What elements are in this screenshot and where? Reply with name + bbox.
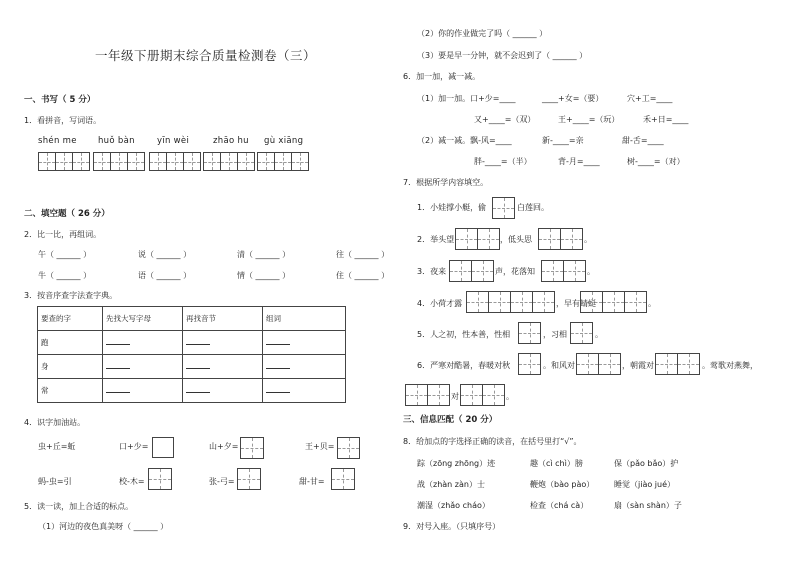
question-6: 6．加一加，减一减。 [403,72,481,81]
table-cell-blank[interactable] [263,355,346,379]
char-formula-7: 张-弓= [209,477,235,486]
pronunciation-item[interactable]: 扇（sàn shàn）子 [614,501,682,510]
poem-line-2b: ，低头思 [500,235,532,244]
poem-grid[interactable] [405,384,450,406]
table-cell-char: 跑 [38,331,103,355]
char-formula-3: 山+夕= [209,442,239,451]
poem-line-4a: 4．小荷才露 [417,299,463,308]
pinyin-3: yīn wèi [157,136,190,146]
question-8: 8．给加点的字选择正确的读音，在括号里打“√”。 [403,437,582,446]
compare-word-7[interactable]: 情（ ______ ） [237,271,291,280]
answer-box[interactable] [237,468,261,490]
table-cell-blank[interactable] [183,331,263,355]
compare-word-1[interactable]: 午（ ______ ） [38,250,92,259]
add-3[interactable]: 穴+工=____ [627,94,673,103]
compare-word-4[interactable]: 往（ ______ ） [336,250,390,259]
table-cell-blank[interactable] [103,379,183,403]
compare-word-6[interactable]: 语（ ______ ） [138,271,192,280]
poem-line-5c: 。 [595,330,603,339]
poem-line-5a: 5．人之初，性本善，性相 [417,330,511,339]
poem-line-6c: ，朝霞对 [622,361,654,370]
poem-line-3b: 声，花落知 [495,267,535,276]
pronunciation-item[interactable]: 潮湿（zhǎo cháo） [417,501,490,510]
table-header: 要查的字 [38,307,103,331]
poem-grid[interactable] [455,228,500,250]
table-header: 组词 [263,307,346,331]
subtract-5[interactable]: 背-月=____ [558,157,600,166]
poem-grid[interactable] [449,260,494,282]
table-cell-blank[interactable] [263,331,346,355]
add-1[interactable]: （1）加一加。口+少=____ [417,94,516,103]
writing-grid-2[interactable] [93,152,145,171]
question-9: 9．对号入座。（只填序号） [403,522,501,531]
question-4: 4．识字加油站。 [24,418,86,427]
subtract-3[interactable]: 甜-舌=____ [622,136,664,145]
pronunciation-item[interactable]: 睡觉（jiào jué） [614,480,675,489]
table-cell-blank[interactable] [103,331,183,355]
char-formula-1: 虫+丘=蚯 [38,442,76,451]
poem-line-4c: 。 [648,299,656,308]
answer-box[interactable] [331,468,355,490]
pronunciation-item[interactable]: 鞭炮（bào pào） [530,480,595,489]
answer-box[interactable] [148,468,172,490]
pronunciation-item[interactable]: 战（zhàn zàn）士 [417,480,485,489]
pinyin-4: zhāo hu [213,136,249,146]
add-5[interactable]: 王+____=（玩） [558,115,620,124]
subtract-4[interactable]: 胖-____=（半） [474,157,532,166]
table-cell-char: 常 [38,379,103,403]
compare-word-5[interactable]: 牛（ ______ ） [38,271,92,280]
table-header-row [38,307,346,331]
punctuation-3[interactable]: （3）要是早一分钟，就不会迟到了（ ______ ） [417,51,588,60]
poem-line-6a: 6．严寒对酷暑，春暖对秋 [417,361,511,370]
poem-line-2c: 。 [584,235,592,244]
question-7: 7．根据所学内容填空。 [403,178,489,187]
answer-box[interactable] [152,437,174,458]
poem-line-3a: 3．夜来 [417,267,447,276]
poem-line-4b: ，早有蜻蜓 [556,299,596,308]
poem-line-6f: 。 [506,392,514,401]
poem-line-2a: 2．举头望 [417,235,455,244]
table-header: 先找大写字母 [103,307,183,331]
poem-grid[interactable] [518,353,541,375]
poem-grid[interactable] [492,197,515,219]
poem-grid[interactable] [541,260,586,282]
subtract-2[interactable]: 新-____=亲 [542,136,584,145]
table-cell-blank[interactable] [103,355,183,379]
poem-line-6e: 对 [451,392,459,401]
table-cell-blank[interactable] [183,355,263,379]
answer-box[interactable] [337,437,360,459]
table-row [38,355,346,379]
poem-grid[interactable] [460,384,505,406]
section-1-title: 一、书写（ 5 分） [24,95,96,105]
writing-grid-1[interactable] [38,152,90,171]
compare-word-3[interactable]: 清（ ______ ） [237,250,291,259]
question-2: 2．比一比，再组词。 [24,230,102,239]
question-5: 5．读一读，加上合适的标点。 [24,502,134,511]
pronunciation-item[interactable]: 踪（zōng zhōng）迹 [417,459,496,468]
char-formula-5: 蚂-虫=引 [38,477,72,486]
poem-grid[interactable] [576,353,621,375]
poem-line-6d: 。莺歌对燕舞， [702,361,758,370]
pinyin-1: shén me [38,136,77,146]
dictionary-table [37,306,346,403]
pronunciation-item[interactable]: 趣（cì chì）膀 [530,459,583,468]
poem-line-3c: 。 [587,267,595,276]
table-cell-blank[interactable] [183,379,263,403]
compare-word-8[interactable]: 住（ ______ ） [336,271,390,280]
poem-grid[interactable] [466,291,555,313]
table-row [38,331,346,355]
pinyin-5: gù xiāng [264,136,304,146]
poem-grid[interactable] [518,322,541,344]
table-cell-blank[interactable] [263,379,346,403]
writing-grid-4[interactable] [203,152,255,171]
punctuation-1[interactable]: （1）河边的夜色真美呀（ ______ ） [38,522,169,531]
page-title: 一年级下册期末综合质量检测卷（三） [95,48,317,63]
poem-line-5b: ，习相 [543,330,567,339]
char-formula-8: 甜-甘= [299,477,325,486]
add-6[interactable]: 禾+日=____ [643,115,689,124]
subtract-1[interactable]: （2）减一减。飘-风=____ [417,136,512,145]
poem-grid[interactable] [570,322,593,344]
char-formula-6: 校-木= [119,477,145,486]
section-3-title: 三、信息匹配（ 20 分） [403,415,498,425]
subtract-6[interactable]: 树-____=（对） [627,157,685,166]
char-formula-4: 王+贝= [305,442,335,451]
add-4[interactable]: 又+____=（双） [474,115,536,124]
table-row [38,379,346,403]
poem-grid[interactable] [655,353,700,375]
punctuation-2[interactable]: （2）你的作业做完了吗（ ______ ） [417,29,548,38]
char-formula-2: 口+少= [119,442,149,451]
poem-grid[interactable] [538,228,583,250]
pronunciation-item[interactable]: 检查（chá cà） [530,501,589,510]
pinyin-2: huǒ bàn [98,136,135,146]
poem-line-6b: 。和风对 [543,361,575,370]
compare-word-2[interactable]: 说（ ______ ） [138,250,192,259]
answer-box[interactable] [240,437,264,459]
question-3: 3．按音序查字法查字典。 [24,291,118,300]
writing-grid-5[interactable] [257,152,309,171]
poem-line-1a: 1．小娃撑小艇，偷 [417,203,487,212]
poem-grid[interactable] [580,291,647,313]
question-1: 1．看拼音，写词语。 [24,116,102,125]
pronunciation-item[interactable]: 保（pǎo bǎo）护 [614,459,679,468]
poem-line-1b: 白莲回。 [517,203,549,212]
add-2[interactable]: ____+女=（要） [542,94,604,103]
table-header: 再找音节 [183,307,263,331]
section-2-title: 二、填空题（ 26 分） [24,209,110,219]
writing-grid-3[interactable] [149,152,201,171]
table-cell-char: 身 [38,355,103,379]
